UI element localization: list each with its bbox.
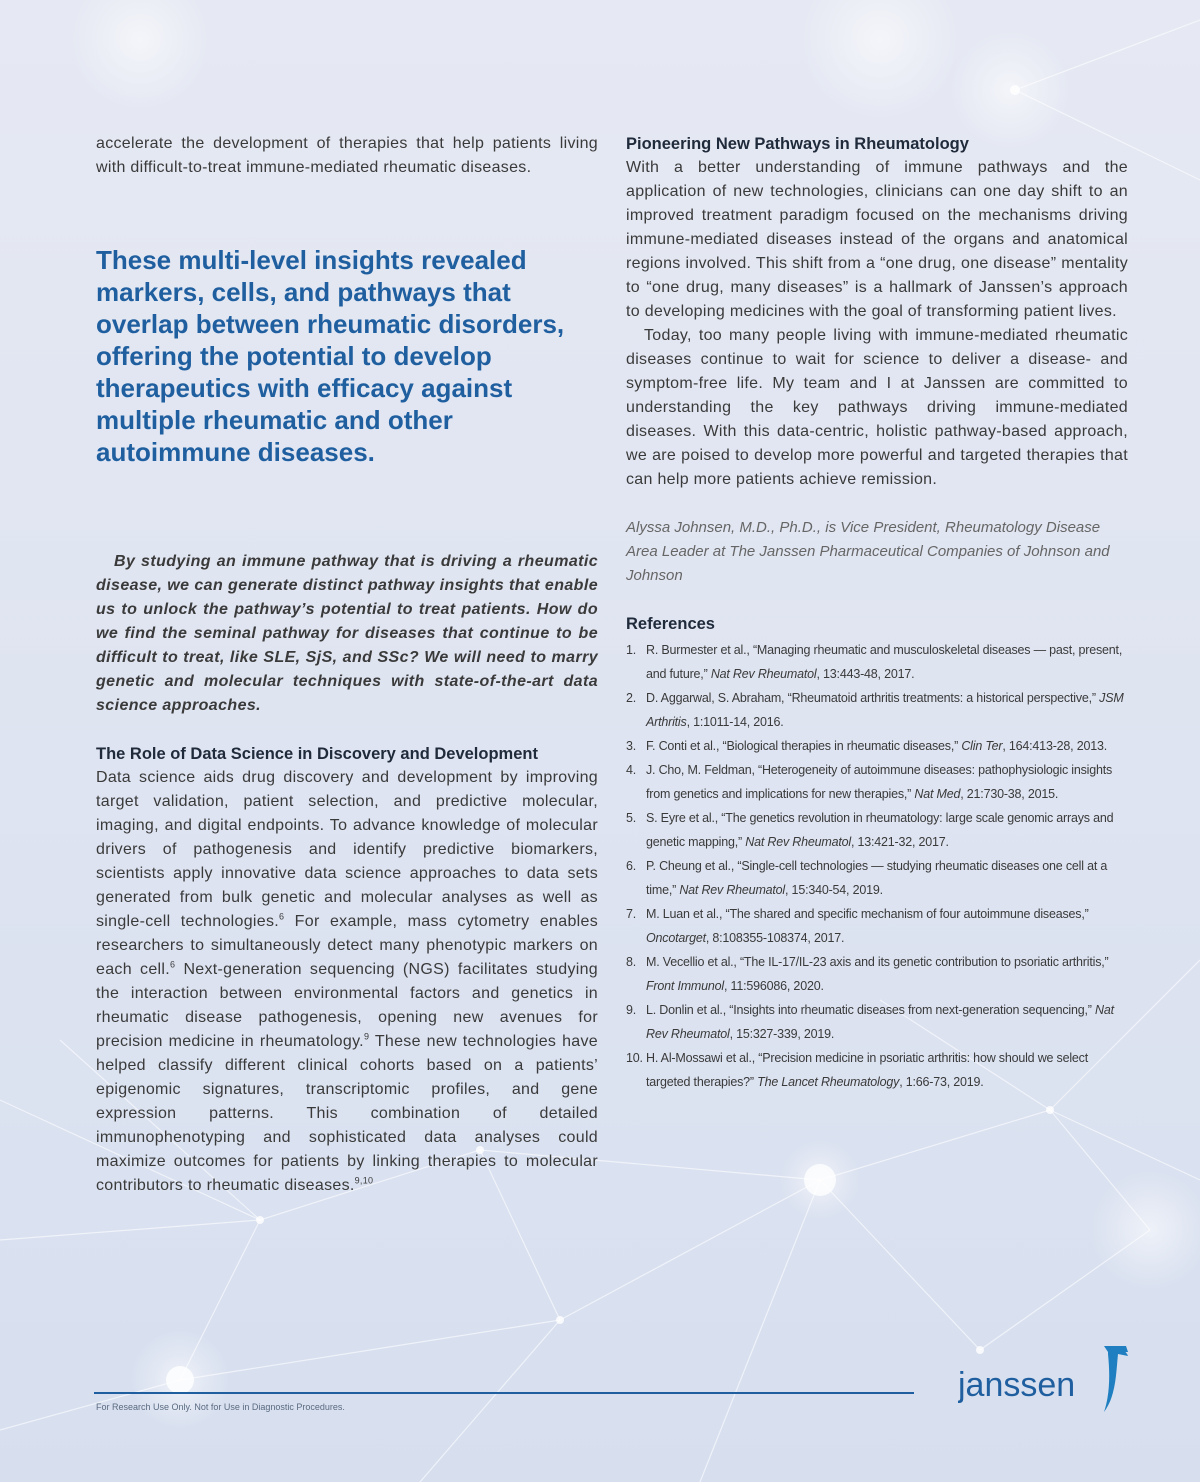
pull-quote: These multi-level insights revealed markers, cells, and pathways that overlap between rheumatic disorders, offering the potential to develop therapeutics with efficacy against multiple rheumatic and other autoimmune diseases. bbox=[96, 245, 565, 467]
citation-superscript: 6 bbox=[279, 911, 285, 922]
reference-journal: Clin Ter bbox=[961, 739, 1003, 753]
reference-journal: The Lancet Rheumatology bbox=[757, 1075, 900, 1089]
janssen-logo bbox=[958, 1338, 1138, 1418]
role-text-1: Data science aids drug discovery and development by improving target validation, patient selection, and predictive molecular, imaging, and digital endpoints. To advance knowledge of molecular drivers of pathogenesis and identify predictive biomarkers, scientists apply innovative data science approaches to data sets generated from bulk genetic and molecular analyses as well as single-cell technologies. bbox=[96, 769, 598, 930]
reference-text: S. Eyre et al., “The genetics revolution in rheumatology: large scale genomic arrays and genetic mapping,” bbox=[646, 811, 1114, 849]
reference-journal: Oncotarget bbox=[646, 931, 706, 945]
reference-number: 8. bbox=[626, 955, 637, 969]
reference-citation: , 8:108355-108374, 2017. bbox=[705, 931, 845, 945]
reference-item bbox=[626, 1046, 1128, 1094]
pathways-paragraph-2: Today, too many people living with immune-mediated rheumatic diseases continue to wait for science to deliver a disease- and symptom-free life. My team and I at Janssen are committed to understanding the key pathways driving immune-mediated diseases. With this data-centric, holistic pathway-based approach, we are poised to develop more powerful and targeted therapies that can help more patients achieve remission. bbox=[626, 327, 1128, 488]
reference-text: M. Luan et al., “The shared and specific mechanism of four autoimmune diseases,” bbox=[646, 907, 1089, 921]
reference-item bbox=[626, 638, 1128, 686]
reference-journal: Nat Rev Rheumatol bbox=[710, 667, 817, 681]
reference-item bbox=[626, 734, 1128, 758]
reference-text: H. Al-Mossawi et al., “Precision medicine in psoriatic arthritis: how should we select targeted therapies?” bbox=[646, 1051, 1089, 1089]
reference-number: 1. bbox=[626, 643, 637, 657]
reference-citation: , 164:413-28, 2013. bbox=[1002, 739, 1107, 753]
pathways-paragraph-1: With a better understanding of immune pathways and the application of new technologies, clinicians can one day shift to an improved treatment paradigm focused on the mechanisms driving immune-mediated diseases instead of the organs and anatomical regions involved. This shift from a “one drug, one disease” mentality to “one drug, many diseases” is a hallmark of Janssen’s approach to developing medicines with the goal of transforming patient lives. bbox=[626, 159, 1128, 320]
left-column bbox=[96, 132, 598, 1198]
citation-superscript: 9 bbox=[363, 1031, 370, 1042]
references-heading: References bbox=[626, 615, 715, 633]
role-heading: The Role of Data Science in Discovery and Development bbox=[96, 745, 538, 763]
role-text-4: These new technologies have helped classify different clinical cohorts based on a patients’ epigenomic signatures, transcriptomic profiles, and gene expression patterns. This combination of detailed immunophenotyping and sophisticated data analyses could maximize outcomes for patients by linking therapies to molecular contributors to rheumatic diseases. bbox=[96, 1033, 598, 1194]
reference-text: L. Donlin et al., “Insights into rheumatic diseases from next-generation sequencing,” bbox=[646, 1003, 1096, 1017]
reference-text: P. Cheung et al., “Single-cell technologies — studying rheumatic diseases one cell at a time,” bbox=[646, 859, 1108, 897]
reference-text: M. Vecellio et al., “The IL-17/IL-23 axis and its genetic contribution to psoriatic arthritis,” bbox=[646, 955, 1109, 969]
reference-item bbox=[626, 686, 1128, 734]
reference-number: 5. bbox=[626, 811, 637, 825]
reference-citation: , 21:730-38, 2015. bbox=[960, 787, 1059, 801]
reference-number: 3. bbox=[626, 739, 637, 753]
reference-item bbox=[626, 854, 1128, 902]
reference-item bbox=[626, 998, 1128, 1046]
reference-number: 10. bbox=[626, 1051, 643, 1065]
reference-journal: JSM Arthritis bbox=[646, 691, 1124, 729]
reference-text: F. Conti et al., “Biological therapies in rheumatic diseases,” bbox=[646, 739, 962, 753]
reference-text: R. Burmester et al., “Managing rheumatic and musculoskeletal diseases — past, present, and future,” bbox=[646, 643, 1123, 681]
footer-disclaimer: For Research Use Only. Not for Use in Diagnostic Procedures. bbox=[96, 1402, 345, 1412]
role-paragraph bbox=[96, 766, 598, 1198]
pathways-heading: Pioneering New Pathways in Rheumatology bbox=[626, 135, 969, 153]
reference-citation: , 15:340-54, 2019. bbox=[785, 883, 883, 897]
logo-bar-icon bbox=[1104, 1346, 1128, 1352]
reference-number: 6. bbox=[626, 859, 637, 873]
reference-number: 2. bbox=[626, 691, 637, 705]
reference-citation: , 13:443-48, 2017. bbox=[816, 667, 915, 681]
references-list bbox=[626, 638, 1128, 1094]
reference-number: 4. bbox=[626, 763, 637, 777]
reference-item bbox=[626, 902, 1128, 950]
reference-journal: Front Immunol bbox=[646, 979, 724, 993]
right-column bbox=[626, 132, 1128, 1094]
reference-journal: Nat Rev Rheumatol bbox=[745, 835, 851, 849]
reference-citation: , 15:327-339, 2019. bbox=[729, 1027, 835, 1041]
reference-item bbox=[626, 806, 1128, 854]
citation-superscript: 9,10 bbox=[354, 1175, 374, 1186]
reference-text: D. Aggarwal, S. Abraham, “Rheumatoid arthritis treatments: a historical perspective,” bbox=[646, 691, 1100, 705]
reference-citation: , 1:66-73, 2019. bbox=[899, 1075, 984, 1089]
logo-wordmark: janssen bbox=[958, 1366, 1076, 1404]
reference-number: 9. bbox=[626, 1003, 637, 1017]
reference-item bbox=[626, 758, 1128, 806]
intro-text: accelerate the development of therapies that help patients living with difficult-to-treat immune-mediated rheumatic diseases. bbox=[96, 135, 598, 176]
reference-citation: , 13:421-32, 2017. bbox=[850, 835, 949, 849]
role-text-2: For example, mass cytometry enables researchers to simultaneously detect many phenotypic markers on each cell. bbox=[96, 913, 598, 978]
reference-journal: Nat Rev Rheumatol bbox=[679, 883, 786, 897]
citation-superscript: 6 bbox=[170, 959, 176, 970]
reference-journal: Nat Rev Rheumatol bbox=[646, 1003, 1114, 1041]
reference-citation: , 1:1011-14, 2016. bbox=[686, 715, 784, 729]
footer-rule bbox=[94, 1392, 914, 1394]
role-text-3: Next-generation sequencing (NGS) facilitates studying the interaction between environmental factors and genetics in rheumatic disease pathogenesis, opening new avenues for precision medicine in rheumatology. bbox=[96, 961, 599, 1050]
italic-paragraph: By studying an immune pathway that is driving a rheumatic disease, we can generate distinct pathway insights that enable us to unlock the pathway’s potential to treat patients. How do we find the seminal pathway for diseases that continue to be difficult to treat, like SLE, SjS, and SSc? We will need to marry genetic and molecular techniques with state-of-the-art data science approaches. bbox=[96, 553, 598, 714]
reference-number: 7. bbox=[626, 907, 637, 921]
reference-item bbox=[626, 950, 1128, 998]
reference-journal: Nat Med bbox=[914, 787, 961, 801]
logo-swoosh-icon bbox=[1104, 1347, 1128, 1412]
reference-text: J. Cho, M. Feldman, “Heterogeneity of autoimmune diseases: pathophysiologic insights from genetics and implications for new therapies,” bbox=[646, 763, 1113, 801]
author-bio: Alyssa Johnsen, M.D., Ph.D., is Vice President, Rheumatology Disease Area Leader at The Janssen Pharmaceutical Companies of Johnson and Johnson bbox=[626, 519, 1110, 584]
reference-citation: , 11:596086, 2020. bbox=[723, 979, 824, 993]
